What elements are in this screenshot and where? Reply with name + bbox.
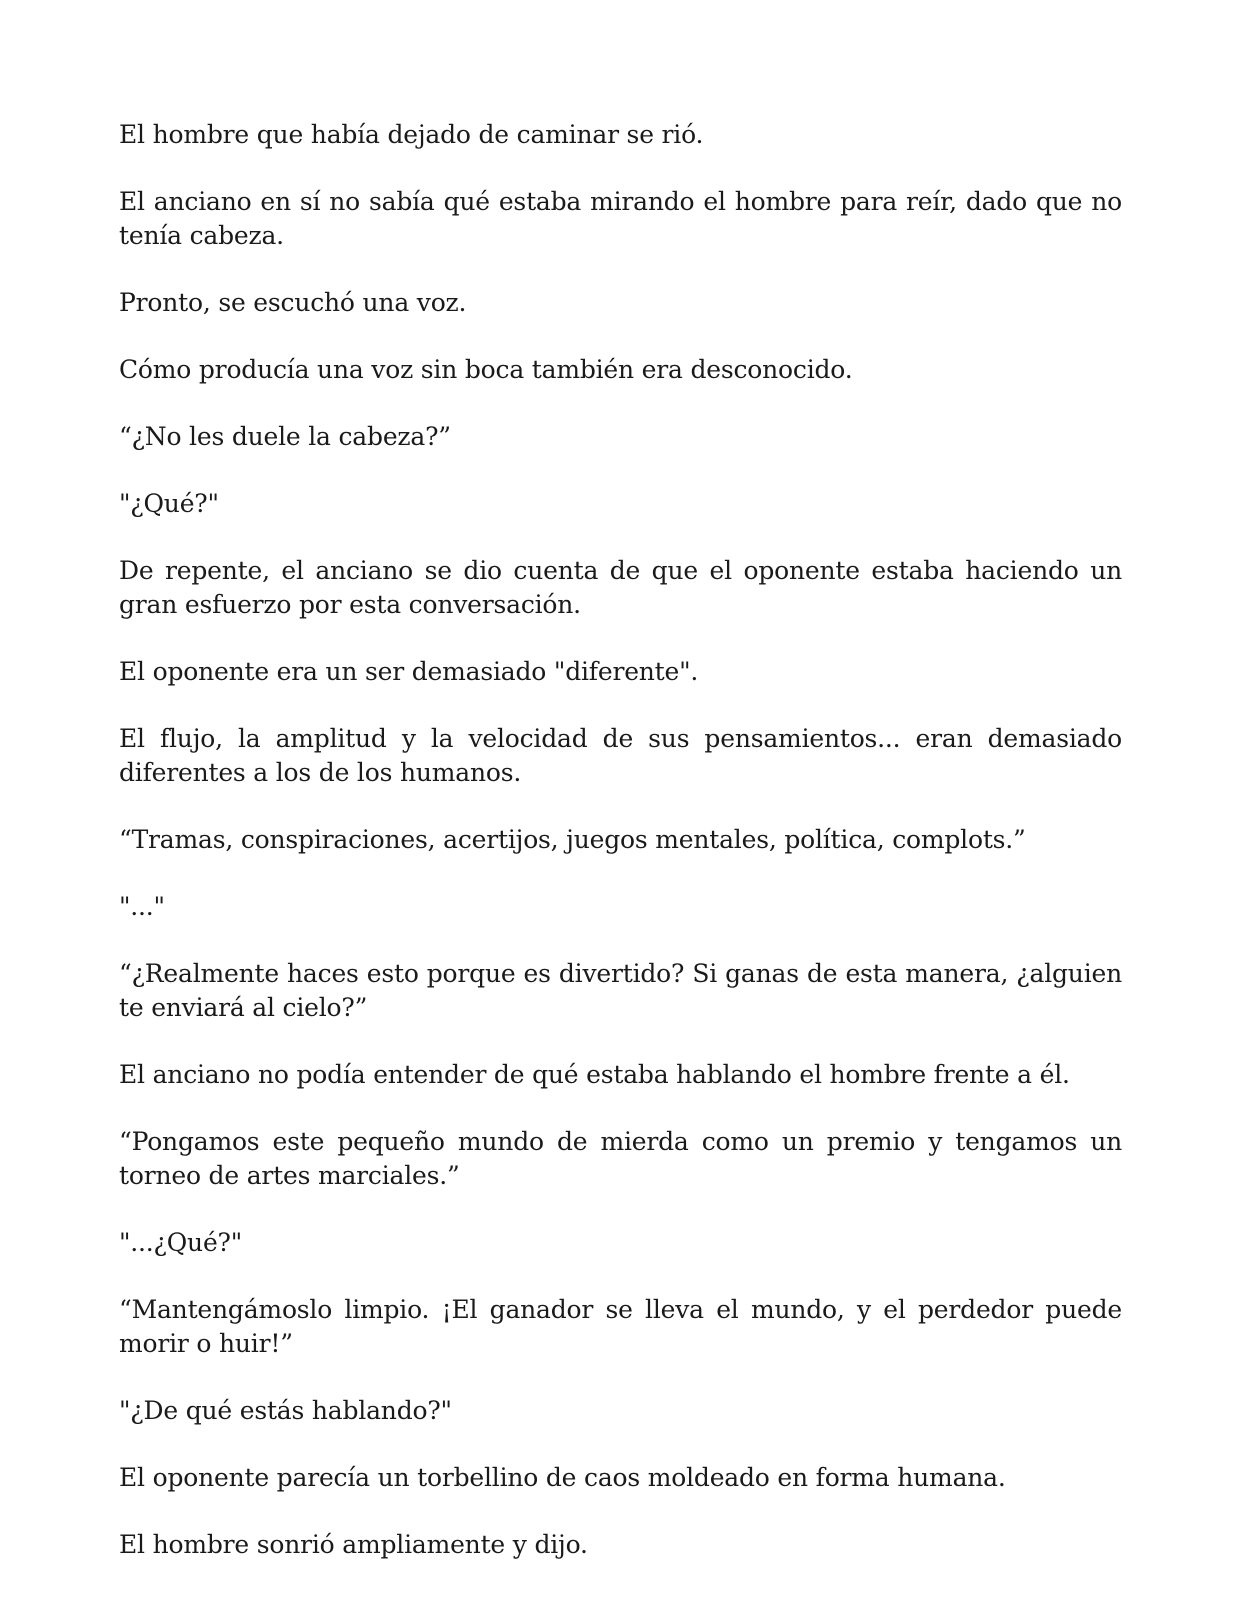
paragraph-11: "..." xyxy=(119,892,165,921)
paragraph-17: "¿De qué estás hablando?" xyxy=(119,1396,452,1425)
paragraph-15: "...¿Qué?" xyxy=(119,1228,243,1257)
paragraph-3: Pronto, se escuchó una voz. xyxy=(119,288,467,317)
paragraph-10: “Tramas, conspiraciones, acertijos, juegos mentales, política, complots.” xyxy=(119,825,1026,854)
paragraph-9: El flujo, la amplitud y la velocidad de sus pensamientos... eran demasiado diferentes a los de los humanos. xyxy=(119,724,1122,787)
paragraph-18: El oponente parecía un torbellino de caos moldeado en forma humana. xyxy=(119,1463,1006,1492)
paragraph-5: “¿No les duele la cabeza?” xyxy=(119,422,451,451)
text-body xyxy=(119,118,1122,1562)
paragraph-7: De repente, el anciano se dio cuenta de que el oponente estaba haciendo un gran esfuerzo por esta conversación. xyxy=(119,556,1122,619)
paragraph-12: “¿Realmente haces esto porque es divertido? Si ganas de esta manera, ¿alguien te enviará al cielo?” xyxy=(119,959,1122,1022)
paragraph-2: El anciano en sí no sabía qué estaba mirando el hombre para reír, dado que no tenía cabeza. xyxy=(119,187,1122,250)
paragraph-1: El hombre que había dejado de caminar se rió. xyxy=(119,120,704,149)
paragraph-19: El hombre sonrió ampliamente y dijo. xyxy=(119,1530,588,1559)
paragraph-13: El anciano no podía entender de qué estaba hablando el hombre frente a él. xyxy=(119,1060,1070,1089)
paragraph-16: “Mantengámoslo limpio. ¡El ganador se lleva el mundo, y el perdedor puede morir o huir!” xyxy=(119,1295,1122,1358)
paragraph-6: "¿Qué?" xyxy=(119,489,219,518)
paragraph-8: El oponente era un ser demasiado "diferente". xyxy=(119,657,699,686)
paragraph-14: “Pongamos este pequeño mundo de mierda como un premio y tengamos un torneo de artes marciales.” xyxy=(119,1127,1122,1190)
paragraph-4: Cómo producía una voz sin boca también era desconocido. xyxy=(119,355,853,384)
